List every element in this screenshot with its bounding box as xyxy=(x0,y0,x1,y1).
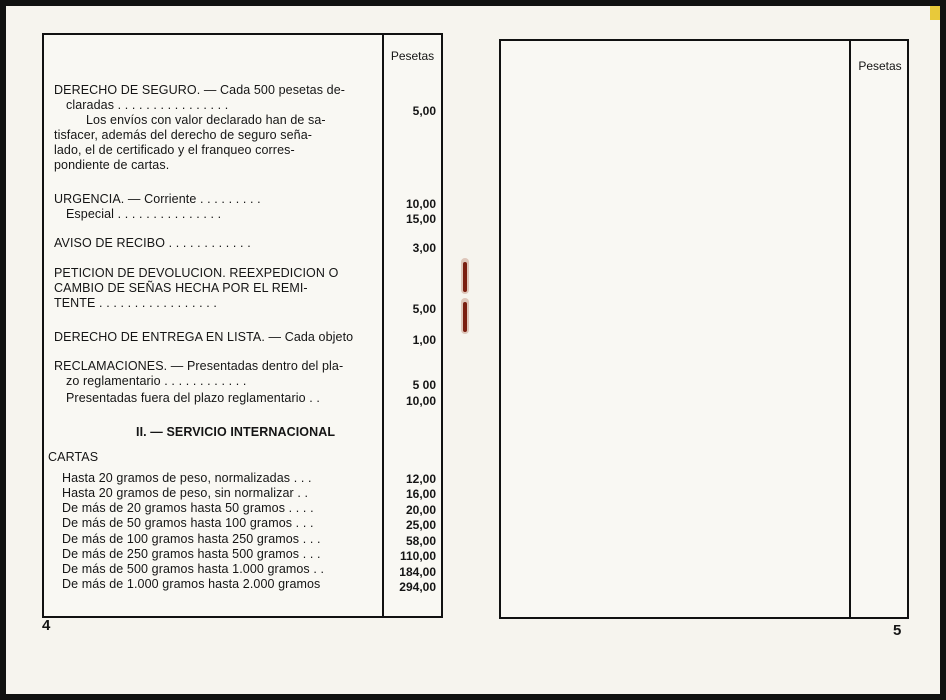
left-price-value: 58,00 xyxy=(405,534,436,548)
left-price-value: 5,00 xyxy=(412,104,436,118)
column-divider xyxy=(382,35,384,616)
left-text-line: De más de 100 gramos hasta 250 gramos . . . xyxy=(62,532,321,546)
left-price-value: 10,00 xyxy=(405,197,436,211)
left-price-value: 20,00 xyxy=(405,503,436,517)
left-text-line: Especial . . . . . . . . . . . . . . . xyxy=(66,207,222,221)
left-text-line: De más de 20 gramos hasta 50 gramos . . . . xyxy=(62,501,314,515)
left-text-line: zo reglamentario . . . . . . . . . . . . xyxy=(66,374,247,388)
left-text-line: Los envíos con valor declarado han de sa- xyxy=(86,113,326,127)
left-text-line: AVISO DE RECIBO . . . . . . . . . . . . xyxy=(54,236,251,250)
left-text-line: Hasta 20 gramos de peso, normalizadas . . . xyxy=(62,471,312,485)
left-text-line: De más de 1.000 gramos hasta 2.000 gramos xyxy=(62,577,321,591)
page-number-right: 5 xyxy=(893,622,902,639)
left-text-line: claradas . . . . . . . . . . . . . . . . xyxy=(66,98,229,112)
cover-edge xyxy=(930,6,940,20)
column-header: Pesetas xyxy=(858,59,902,73)
left-price-value: 16,00 xyxy=(405,487,436,501)
left-price-value: 294,00 xyxy=(399,580,436,594)
left-price-value: 5,00 xyxy=(412,302,436,316)
left-text-line: DERECHO DE SEGURO. — Cada 500 pesetas de- xyxy=(54,83,346,97)
left-price-value: 1,00 xyxy=(412,333,436,347)
left-text-line: tisfacer, además del derecho de seguro seña- xyxy=(54,128,313,142)
left-price-value: 15,00 xyxy=(405,212,436,226)
left-price-value: 25,00 xyxy=(405,518,436,532)
page-number-left: 4 xyxy=(42,617,51,634)
left-text-line: Presentadas fuera del plazo reglamentario . . xyxy=(66,391,320,405)
left-text-line: lado, el de certificado y el franqueo corres- xyxy=(54,143,295,157)
left-price-value: 3,00 xyxy=(412,241,436,255)
left-text-line: TENTE . . . . . . . . . . . . . . . . . xyxy=(54,296,217,310)
staple-top xyxy=(463,262,467,292)
left-text-line: URGENCIA. — Corriente . . . . . . . . . xyxy=(54,192,261,206)
left-text-line: De más de 250 gramos hasta 500 gramos . . . xyxy=(62,547,321,561)
left-text-line: pondiente de cartas. xyxy=(54,158,170,172)
right-rate-table xyxy=(499,39,909,619)
left-text-line: DERECHO DE ENTREGA EN LISTA. — Cada objeto xyxy=(54,330,354,344)
left-price-value: 5 00 xyxy=(412,378,436,392)
left-text-line: RECLAMACIONES. — Presentadas dentro del pla- xyxy=(54,359,344,373)
left-text-line: De más de 50 gramos hasta 100 gramos . . . xyxy=(62,516,314,530)
left-text-line: Hasta 20 gramos de peso, sin normalizar . . xyxy=(62,486,309,500)
staple-bottom xyxy=(463,302,467,332)
left-text-line: II. — SERVICIO INTERNACIONAL xyxy=(136,425,336,439)
column-divider xyxy=(849,41,851,617)
left-price-value: 12,00 xyxy=(405,472,436,486)
column-header: Pesetas xyxy=(390,49,435,63)
left-text-line: CAMBIO DE SEÑAS HECHA POR EL REMI- xyxy=(54,281,308,295)
left-text-line: De más de 500 gramos hasta 1.000 gramos . . xyxy=(62,562,325,576)
left-text-line: CARTAS xyxy=(48,450,99,464)
left-text-line: PETICION DE DEVOLUCION. REEXPEDICION O xyxy=(54,266,339,280)
left-price-value: 110,00 xyxy=(399,549,436,563)
left-price-value: 10,00 xyxy=(405,394,436,408)
left-price-value: 184,00 xyxy=(399,565,436,579)
